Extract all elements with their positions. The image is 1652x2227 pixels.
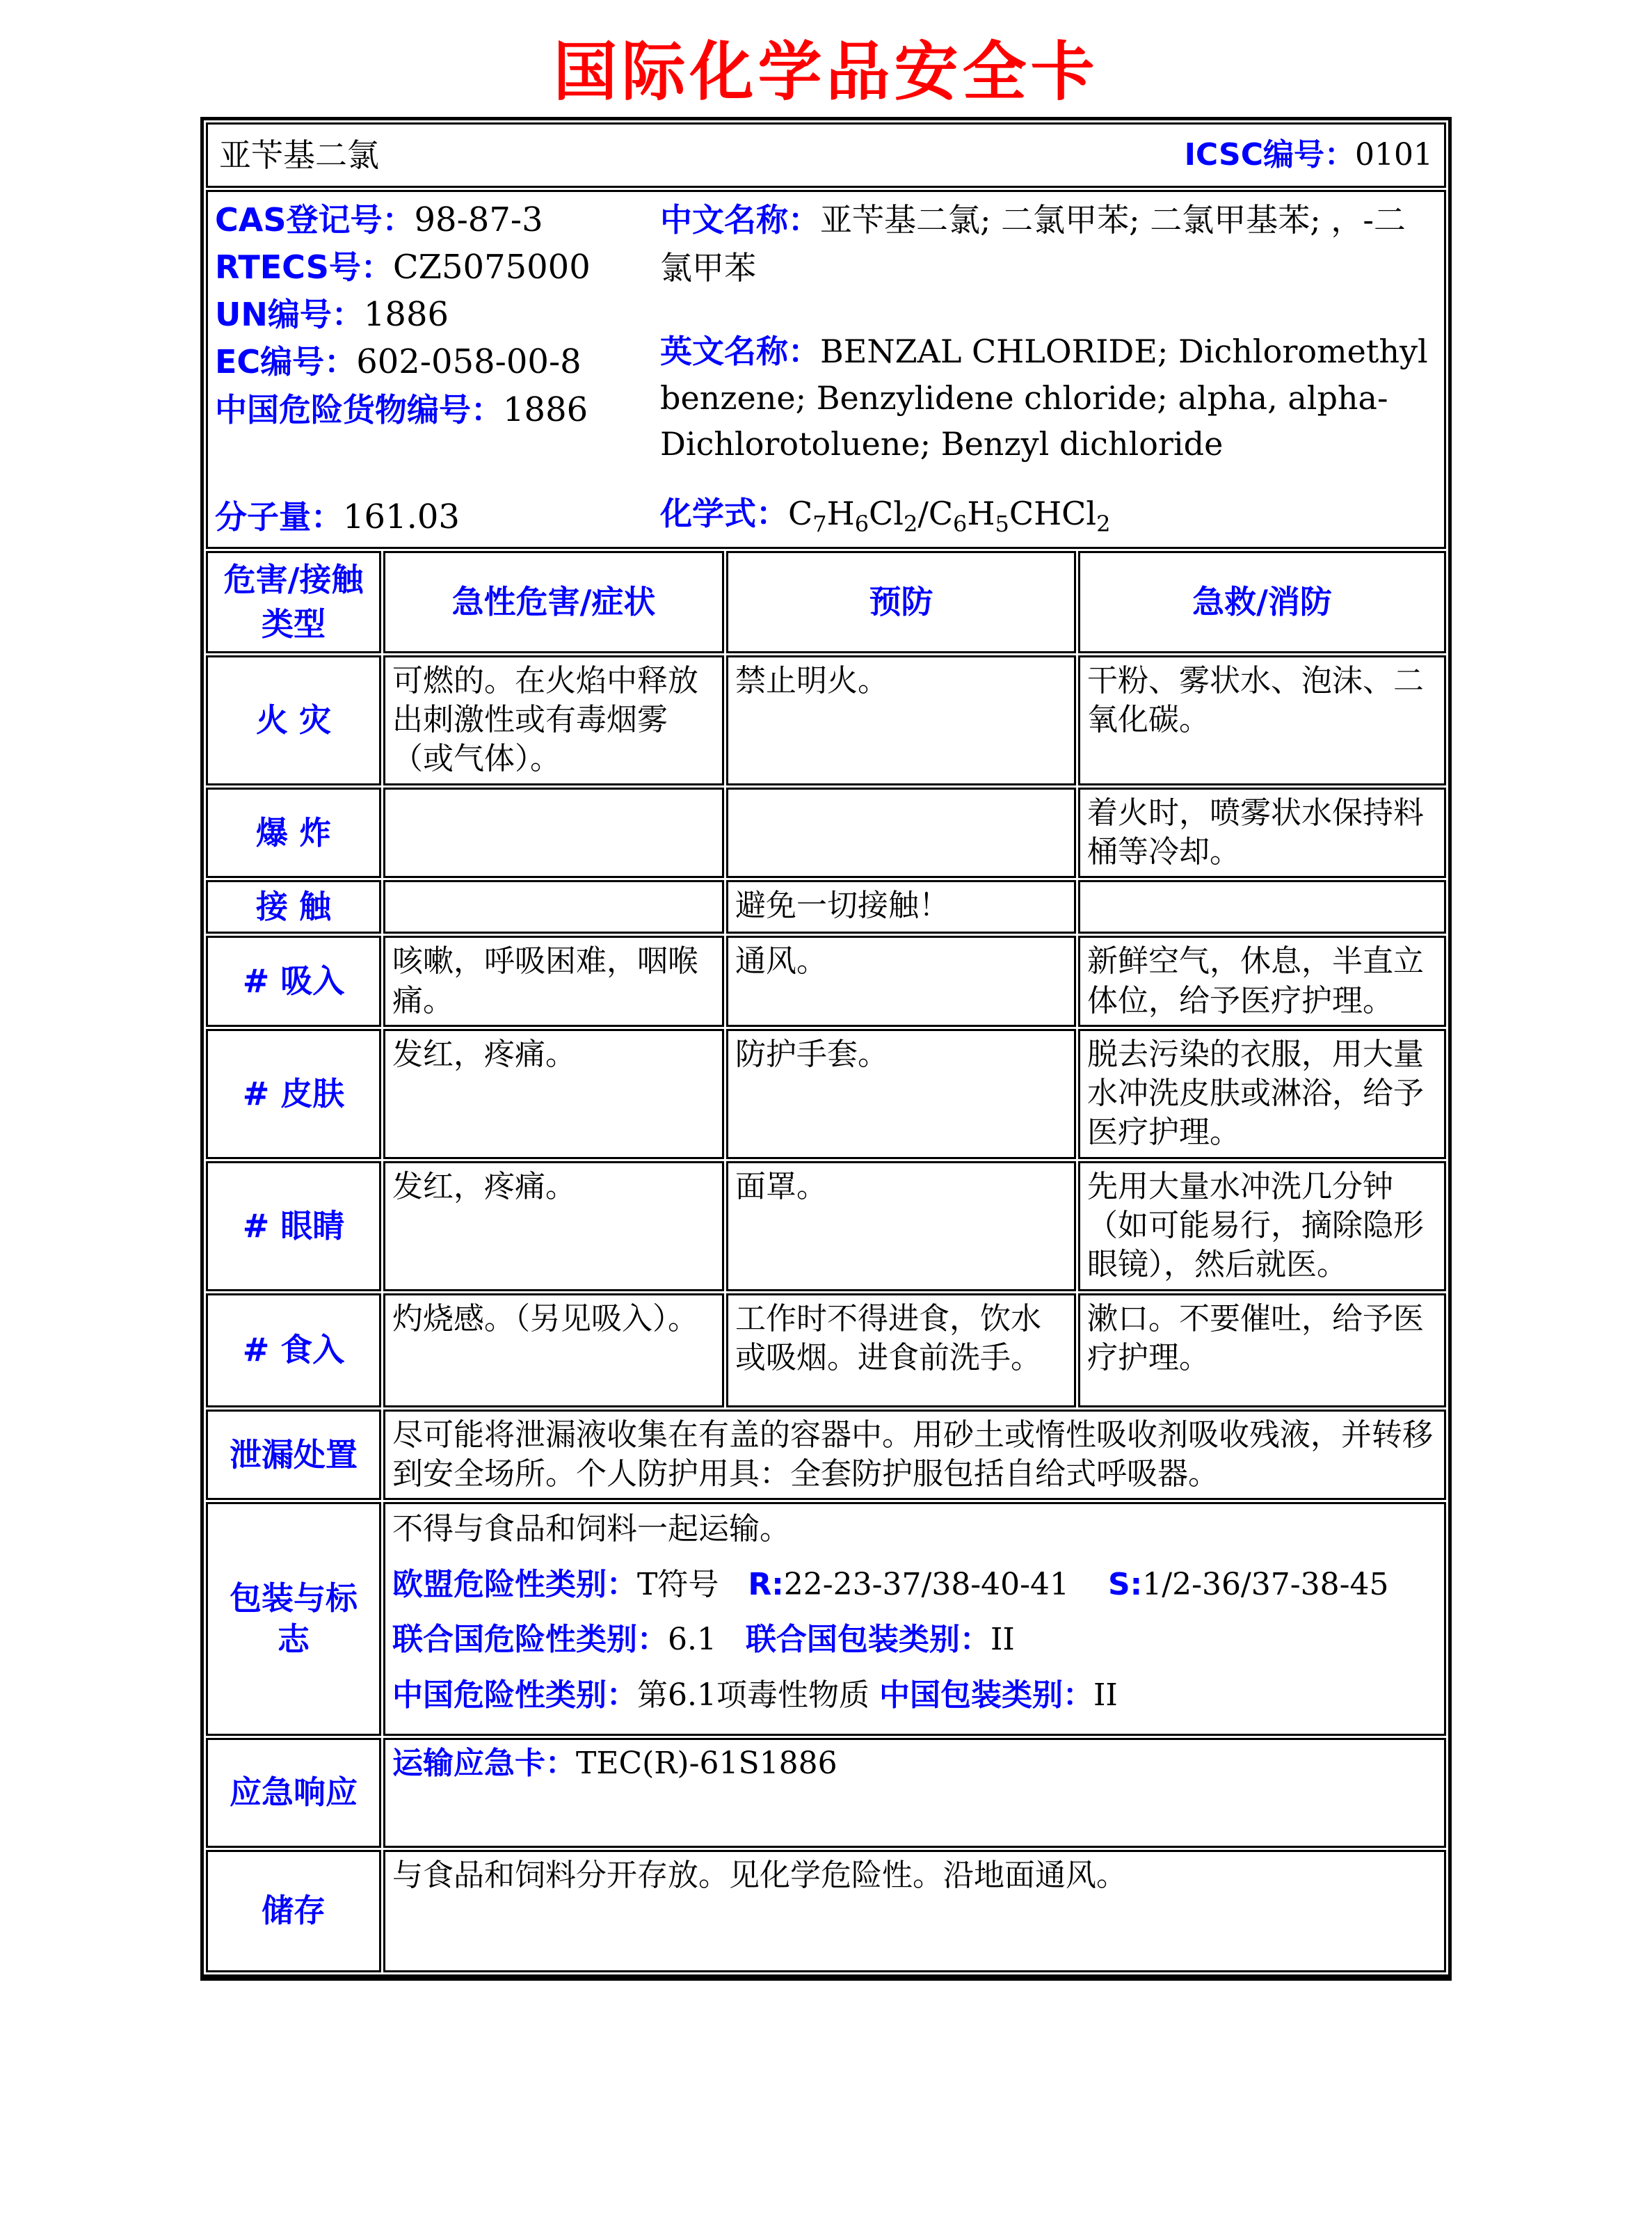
un-value: 1886	[363, 295, 449, 335]
molecular-weight-value: 161.03	[343, 497, 460, 536]
identifier-column	[215, 196, 660, 541]
row-label-eyes: # 眼睛	[206, 1161, 381, 1291]
explosion-first-aid: 着火时，喷雾状水保持料桶等冷却。	[1078, 788, 1446, 879]
eyes-prevention: 面罩。	[726, 1161, 1076, 1291]
spillage-content: 尽可能将泄漏液收集在有盖的容器中。用砂土或惰性吸收剂吸收残液，并转移到安全场所。个人防护用具：全套防护服包括自给式呼吸器。	[383, 1410, 1446, 1501]
cn-dangerous-value: 1886	[503, 390, 588, 429]
exposure-symptoms	[383, 880, 724, 934]
identity-section-cell	[206, 190, 1446, 549]
molecular-weight-label: 分子量：	[215, 497, 343, 536]
row-label-storage: 储存	[206, 1850, 381, 1972]
eyes-first-aid: 先用大量水冲洗几分钟（如可能易行，摘除隐形眼镜），然后就医。	[1078, 1161, 1446, 1291]
chinese-names	[660, 196, 1437, 292]
row-label-spillage: 泄漏处置	[206, 1410, 381, 1501]
header-acute-symptoms: 急性危害/症状	[383, 551, 724, 653]
header-hazard-type: 危害/接触 类型	[206, 551, 381, 653]
table-row	[206, 936, 1446, 1027]
row-label-explosion: 爆 炸	[206, 788, 381, 879]
icsc-number-label: ICSC编号：	[1184, 136, 1356, 173]
english-names-label: 英文名称：	[660, 333, 820, 370]
skin-first-aid: 脱去污染的衣服，用大量水冲洗皮肤或淋浴，给予医疗护理。	[1078, 1029, 1446, 1159]
row-label-emergency: 应急响应	[206, 1738, 381, 1848]
chinese-names-value: 亚苄基二氯; 二氯甲苯; 二氯甲基苯; ，-二氯甲苯	[660, 201, 1406, 287]
explosion-prevention	[726, 788, 1076, 879]
header-prevention: 预防	[726, 551, 1076, 653]
table-row	[206, 1502, 1446, 1736]
table-row	[206, 880, 1446, 934]
packaging-line-china: 中国危险性类别：第6.1项毒性物质 中国包装类别：II	[392, 1677, 1118, 1713]
ingestion-first-aid: 漱口。不要催吐，给予医疗护理。	[1078, 1293, 1446, 1407]
safety-card-table	[200, 117, 1452, 1981]
ingestion-symptoms: 灼烧感。（另见吸入）。	[383, 1293, 724, 1407]
row-label-inhalation: # 吸入	[206, 936, 381, 1027]
cn-dangerous-label: 中国危险货物编号：	[215, 390, 503, 429]
chinese-names-label: 中文名称：	[660, 201, 820, 239]
molecular-weight-row	[215, 496, 660, 541]
packaging-line-eu: 欧盟危险性类别：T符号 R:22-23-37/38-40-41 S:1/2-36/37-38-45	[392, 1566, 1389, 1602]
id-row-un	[215, 291, 660, 338]
icsc-number-value: 0101	[1355, 136, 1434, 173]
english-names-value: BENZAL CHLORIDE; Dichloromethyl benzene; Benzylidene chloride; alpha, alpha-Dichlorotoluene; Benzyl dichloride	[660, 333, 1428, 463]
chemical-formula-label: 化学式：	[660, 494, 788, 532]
explosion-symptoms	[383, 788, 724, 879]
fire-prevention: 禁止明火。	[726, 655, 1076, 785]
table-row	[206, 655, 1446, 785]
ec-label: EC编号：	[215, 343, 357, 381]
page-title: 国际化学品安全卡	[553, 34, 1099, 109]
icsc-number	[1185, 136, 1433, 175]
identity-grid	[215, 196, 1437, 541]
row-label-fire: 火 灾	[206, 655, 381, 785]
skin-prevention: 防护手套。	[726, 1029, 1076, 1159]
rtecs-value: CZ5075000	[392, 248, 591, 287]
name-bar	[215, 129, 1437, 182]
table-row	[206, 1410, 1446, 1501]
fire-symptoms: 可燃的。在火焰中释放出刺激性或有毒烟雾（或气体）。	[383, 655, 724, 785]
ec-value: 602-058-00-8	[356, 342, 582, 382]
id-row-cn-dangerous	[215, 386, 660, 433]
row-label-skin: # 皮肤	[206, 1029, 381, 1159]
table-row	[206, 1850, 1446, 1972]
table-row	[206, 1293, 1446, 1407]
english-names	[660, 328, 1437, 468]
inhalation-prevention: 通风。	[726, 936, 1076, 1027]
packaging-line-transport: 不得与食品和饲料一起运输。	[392, 1511, 790, 1547]
row-label-packaging: 包装与标志	[206, 1502, 381, 1736]
emergency-content: 运输应急卡：TEC(R)-61S1886	[383, 1738, 1446, 1848]
exposure-prevention: 避免一切接触！	[726, 880, 1076, 934]
id-row-rtecs	[215, 244, 660, 291]
inhalation-first-aid: 新鲜空气，休息，半直立体位，给予医疗护理。	[1078, 936, 1446, 1027]
ingestion-prevention: 工作时不得进食，饮水或吸烟。进食前洗手。	[726, 1293, 1076, 1407]
substance-name: 亚苄基二氯	[219, 136, 379, 174]
un-label: UN编号：	[215, 296, 364, 334]
table-row	[206, 1161, 1446, 1291]
eyes-symptoms: 发红，疼痛。	[383, 1161, 724, 1291]
cas-label: CAS登记号：	[215, 201, 415, 239]
exposure-first-aid	[1078, 880, 1446, 934]
packaging-content	[383, 1502, 1446, 1736]
storage-content: 与食品和饲料分开存放。见化学危险性。沿地面通风。	[383, 1850, 1446, 1972]
chemical-formula-value: $C_7H_6Cl_2/C_6H_5CHCl_2$	[788, 494, 1111, 538]
card-header-cell	[206, 122, 1446, 188]
packaging-line-un: 联合国危险性类别：6.1 联合国包装类别：II	[392, 1622, 1015, 1658]
table-row	[206, 1029, 1446, 1159]
rtecs-label: RTECS号：	[215, 248, 393, 287]
skin-symptoms: 发红，疼痛。	[383, 1029, 724, 1159]
row-label-exposure: 接 触	[206, 880, 381, 934]
id-row-ec	[215, 338, 660, 385]
cas-value: 98-87-3	[414, 200, 543, 239]
chemical-formula-row	[660, 493, 1437, 541]
row-label-ingestion: # 食入	[206, 1293, 381, 1407]
table-row	[206, 1738, 1446, 1848]
inhalation-symptoms: 咳嗽，呼吸困难，咽喉痛。	[383, 936, 724, 1027]
table-row	[206, 788, 1446, 879]
names-column	[660, 196, 1437, 541]
id-row-cas	[215, 196, 660, 244]
header-first-aid: 急救/消防	[1078, 551, 1446, 653]
fire-first-aid: 干粉、雾状水、泡沫、二氧化碳。	[1078, 655, 1446, 785]
